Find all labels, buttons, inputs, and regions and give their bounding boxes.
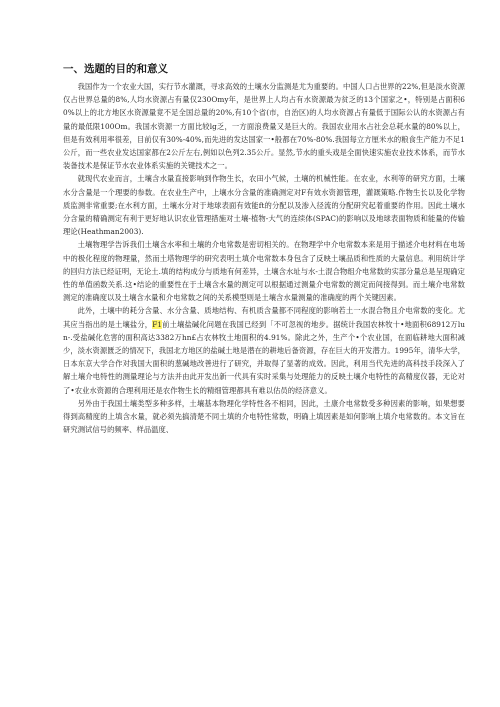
paragraph-text-segment: 前土壤盐碱化问题在我国已经到「不可忽视的地步。据统计我国农林牧十•地面积68912万lun-.受盐碱化危害的面积高达3382万hn£占农林牧土地面积的4.91%。除此之外，生产个•个农业国，在面临耕地大面积减少，淡水资源匮乏的情况下，我国北方地区的盐碱土地是潜在的耕地后备资源，存在巨大的开发潜力。1995年，清华大学，日本东京大学合作对我国大面积的葱碱地改善进行了研究，并取得了显著的成效。因此，利用当代先进的高科技手段深入了解土壤介电特性的测量理论与方法并由此开发出新一代具有实时采集与处理能力的反映土壤介电特性的高精度仪器，无论对了•农业水资源的合理利用还是农作物生长的精细管理都具有难以估员的经济意义。 bbox=[63, 319, 465, 395]
highlighted-text: F1 bbox=[152, 319, 163, 329]
paragraph-soil-types: 另外由于我国土壤类型多种多样，土壤基本物理化学特性各不相同，因此，土康介电常数受多种因素的影响，如果想要得到高精度的上填含水量，就必须先搞清楚不同土填的介电特性常数，明确上填因素是如何影响上填介电常数的。本文旨在研究测试信号的频率、样品温度、 bbox=[63, 398, 465, 435]
paragraph-dielectric-constant: 土壤物理学告诉我们土壤含水率和土壤的介电常数是密切相关的。在物理学中介电常数本来是用于描述介电材料在电场中的极化程度的物理量，然而土塔物理学的研究表明土填介电常数本身包含了反映土壤品质和性质的大量信息。利用统计学的回归方法已经证明，无论土.填的结构成分与质地有何差异，土壤含水址与水-土混合物组介电常数的实部分量总是呈现确定性的单值函数关系.这•结论的重要性在于土壤含水量的测定可以根据通过测量介电常数的测定而间接得到。而土壤介电常数测定的准确度以及土壤含水量和介电常数之间的关系模型则是土壤含水量测量的准确度的两个关键因素。 bbox=[63, 240, 465, 303]
paragraph-soil-moisture-importance: 就现代农业而言，土壤含水量直接影响到作物生长，农田小气候，土壤的机械性能。在农业，水利等的研究方面，土壤水分含量是一个理要的参数。在农业生产中，上壤水分含量的准确测定对F有效水资源管理，灌溉策略.作物生长以及化学物质监测非常重要;在水利方面，土壤水分对于地球表面有效能ft的分配以及渗入径流的分配研究起着重要的作用。因此土壤水分含量的精确测定有利于更好地认识农业管理措施对土壤-植物-大气的连续体(SPAC)的影响以及地球表面物质和能量的传输理论(Heathman2003). bbox=[63, 174, 465, 237]
section-title: 一、选题的目的和意义 bbox=[63, 63, 168, 75]
paragraph-text-segment: 此外，土壤中的耗分含量、水分含量、质地结构、有机质含量都不同程度的影响若土一水混合物且介电常数的变化。尤其应当指出的是土壤盐分， bbox=[63, 306, 465, 329]
paragraph-water-resources: 我国作为一个农业大国，实行节水灌溉，寻求高效的土壤水分监测是尤为重要的。中国人口占世界的22%,但是淡水资源仅占世界总量的8%,人均水资源占有量仅230Omy年，是世界上人均占有水资源最为贫乏的13个国家之•，特别是占面积60%以上的北方地区水资源量竟不足全国总量的20%,有10个省(市，自治区)的人均水资源占有量低于国际公认的水资源占有量的最低限100Om。我国水资源一方面比较lg乏，一方面浪费量又是巨大的。我国农业用水占社会总耗水量的80%以上，但是有效利用率很差，目前仅有30%-40%,而先进的发达国家一•般都在70%-80%.我国每立方厘米水的粮食生产能力不足1公斤，而一些农业发达国家都在2公斤左右,例如以色列2.35公斤。显然,节水的重头戏是全面快速实施农业技术体系，而节水装备技术是保证节水农业体系实施的关键技术之一。 bbox=[63, 82, 465, 171]
paragraph-soil-salinity bbox=[63, 304, 465, 396]
